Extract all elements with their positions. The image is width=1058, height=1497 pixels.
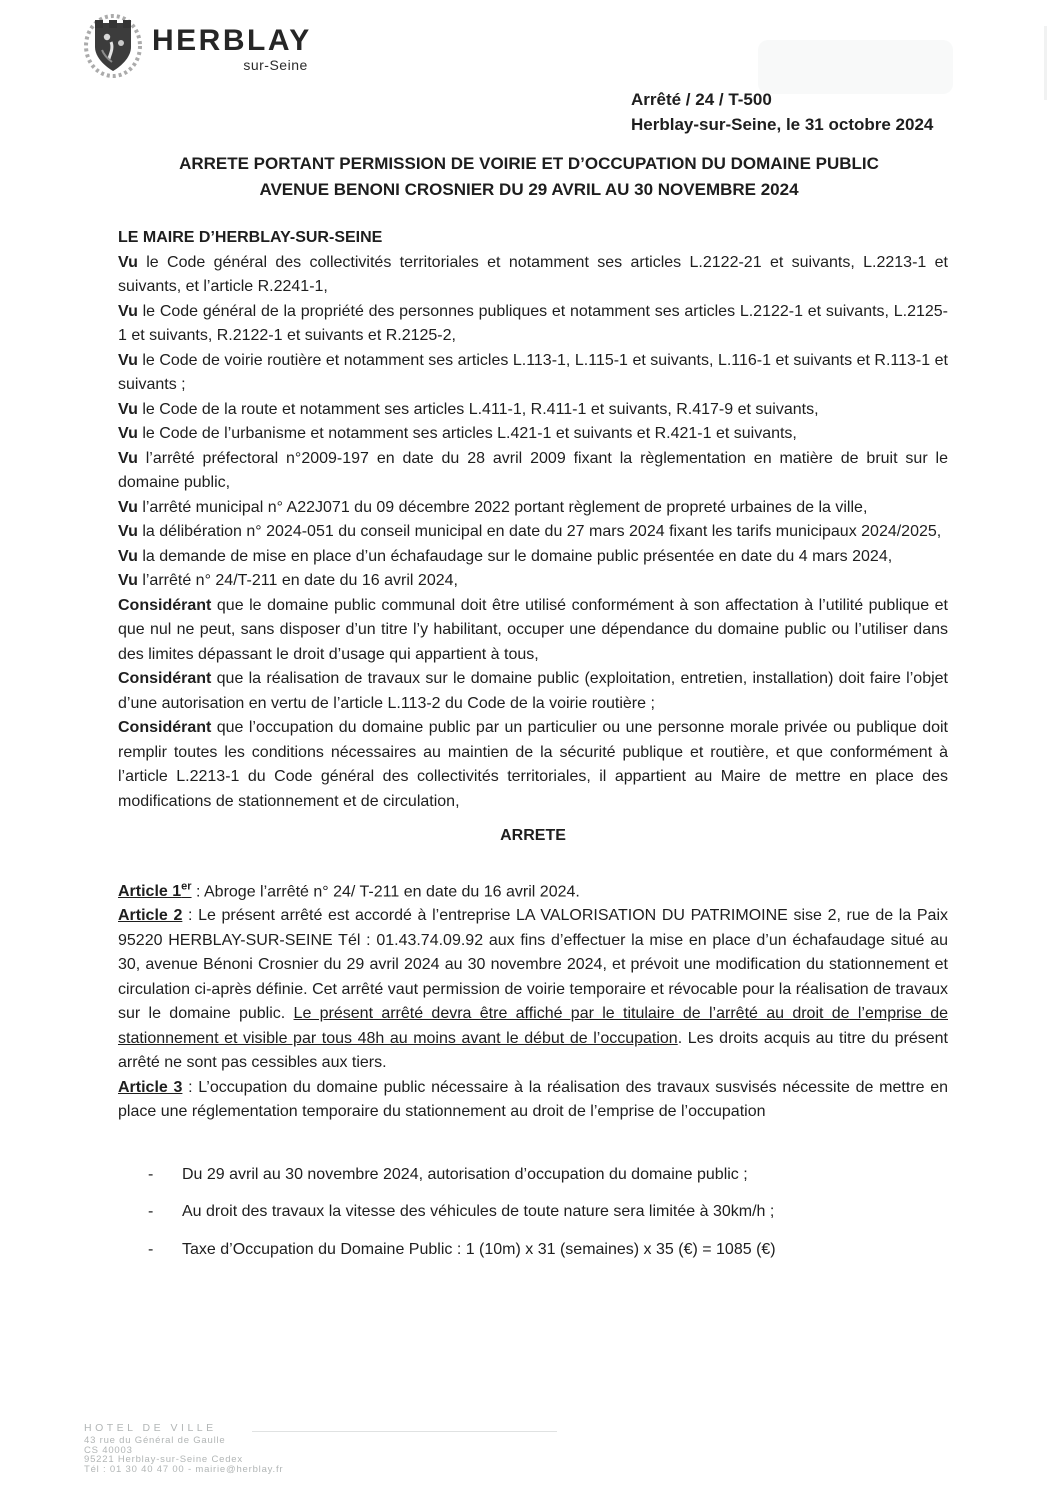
arrete-number: Arrêté / 24 / T-500 (631, 90, 772, 109)
article-2 (118, 904, 948, 1076)
bullet-item-vitesse (148, 1200, 948, 1225)
bullet-item-occupation (148, 1163, 948, 1188)
recital-text: la demande de mise en place d’un échafaudage sur le domaine public présentée en date du 4 mars 2024, (142, 547, 893, 565)
recital-considerant-1 (118, 594, 948, 668)
logo-city-name: HERBLAY (152, 24, 312, 57)
article-1-label: Article 1er (118, 880, 192, 900)
arrete-reference-block (631, 87, 933, 137)
recital-vu-1 (118, 251, 948, 300)
recital-lead: Vu (118, 253, 138, 271)
scan-edge-artifact (1044, 26, 1047, 100)
recital-lead: Considérant (118, 596, 212, 614)
recital-lead: Vu (118, 498, 138, 516)
document-title-line2: AVENUE BENONI CROSNIER DU 29 AVRIL AU 30 NOVEMBRE 2024 (259, 180, 799, 199)
recital-lead: Considérant (118, 719, 212, 736)
article-2-label: Article 2 (118, 907, 183, 925)
recital-text: que le domaine public communal doit être utilisé conformément à son affectation à l’utilité publique et que nul ne peut, sans disposer d’un titre l’y habilitant, occuper une dépendance du domaine public ou l’utiliser dans des limites dépassant le droit d’usage qui appartient à tous, (118, 596, 948, 663)
footer-hotel-de-ville: HOTEL DE VILLE (84, 1422, 217, 1434)
recital-lead: Vu (118, 302, 138, 320)
logo-text (152, 26, 312, 73)
recital-text: que la réalisation de travaux sur le domaine public (exploitation, entretien, installation) doit faire l’objet d’une autorisation en vertu de l’article L.113-2 du Code de la voirie routière ; (118, 670, 948, 712)
recital-lead: Vu (118, 523, 138, 540)
recital-vu-8 (118, 520, 948, 545)
coat-of-arms-icon (84, 14, 142, 78)
recital-vu-4 (118, 398, 948, 423)
article-1-text: : Abroge l’arrêté n° 24/ T-211 en date du 16 avril 2024. (191, 882, 580, 900)
recital-lead: Vu (118, 547, 138, 565)
article-1-sup: er (181, 880, 192, 893)
bullet-item-taxe (148, 1238, 948, 1263)
dash-bullet-icon: - (148, 1203, 154, 1221)
footer-cs: CS 40003 (84, 1444, 133, 1456)
recital-text: la délibération n° 2024-051 du conseil municipal en date du 27 mars 2024 fixant les tarifs municipaux 2024/2025, (142, 523, 942, 540)
bullet-text: Taxe d’Occupation du Domaine Public : 1 (10m) x 31 (semaines) x 35 (€) = 1085 (€) (182, 1240, 776, 1258)
article-3-text: : L’occupation du domaine public nécessaire à la réalisation des travaux susvisés nécessite de mettre en place une réglementation temporaire du stationnement au droit de l’emprise de l’occupation (118, 1078, 949, 1121)
bullet-text: Du 29 avril au 30 novembre 2024, autorisation d’occupation du domaine public ; (182, 1165, 748, 1183)
bullet-text: Au droit des travaux la vitesse des véhicules de toute nature sera limitée à 30km/h ; (182, 1203, 775, 1221)
article-2-text-end: . Les droits acquis au titre du présent arrêté ne sont pas cessibles aux tiers. (118, 1029, 949, 1072)
document-title (114, 151, 944, 203)
recital-vu-6 (118, 447, 948, 496)
footer-rule (252, 1431, 557, 1432)
recital-text: le Code de la route et notamment ses articles L.411-1, R.411-1 et suivants, R.417-9 et suivants, (142, 400, 819, 418)
recital-text: que l’occupation du domaine public par un particulier ou une personne morale privée ou publique doit remplir toutes les conditions nécessaires au maintien de la sécurité publique et routière, et que conformément à l’article L.2213-1 du Code général des collectivités territoriales, il appartient au Maire de mettre en place des modifications de stationnement et de circulation, (118, 719, 948, 810)
articles-section (118, 875, 948, 1125)
recital-vu-3 (118, 349, 948, 398)
recital-text: l’arrêté municipal n° A22J071 du 09 décembre 2022 portant règlement de propreté urbaines de la ville, (142, 498, 868, 516)
recital-lead: Vu (118, 351, 138, 369)
city-logo (84, 14, 312, 78)
footer-city: 95221 Herblay-sur-Seine Cedex (84, 1454, 243, 1466)
mayor-heading: LE MAIRE D’HERBLAY-SUR-SEINE (118, 229, 383, 246)
document-body (118, 226, 948, 1275)
recital-lead: Vu (118, 449, 138, 467)
recital-vu-7 (118, 496, 948, 521)
arrete-heading: ARRETE (500, 827, 566, 844)
footer-address-block (84, 1424, 283, 1475)
recital-lead: Vu (118, 400, 138, 418)
article-2-underlined-text: Le présent arrêté devra être affiché par le titulaire de l’arrêté au droit de l’emprise de stationnement et visible par tous 48h au moins avant le début de l’occupation (118, 1005, 948, 1047)
dash-bullet-icon: - (148, 1165, 154, 1183)
recital-text: le Code général des collectivités territoriales et notamment ses articles L.2122-21 et suivants, L.2213-1 et suivants, et l’article R.2241-1, (118, 253, 948, 295)
dash-bullet-icon: - (148, 1240, 154, 1258)
article-2-text: : Le présent arrêté est accordé à l’entreprise LA VALORISATION DU PATRIMOINE sise 2, rue de la Paix 95220 HERBLAY-SUR-SEINE Tél : 01.43.74.09.92 aux fins d’effectuer la mise en place d’un échafaudage situé au 30, avenue Bénoni Crosnier du 29 avril 2024 au 30 novembre 2024, et prévoit une modification du stationnement et circulation ci-après définie. Cet arrêté vaut permission de voirie temporaire et révocable pour la réalisation de travaux sur le domaine public. (118, 907, 948, 1023)
article-3 (118, 1076, 948, 1125)
scan-smudge (758, 40, 953, 94)
article-1 (118, 875, 948, 905)
recital-text: l’arrêté préfectoral n°2009-197 en date du 28 avril 2009 fixant la règlementation en matière de bruit sur le domaine public, (118, 449, 948, 491)
article-3-label: Article 3 (118, 1078, 183, 1096)
recital-text: le Code général de la propriété des personnes publiques et notamment ses articles L.2122-1 et suivants, L.2125-1 et suivants, R.2122-1 et suivants et R.2125-2, (118, 302, 948, 344)
recital-considerant-3 (118, 716, 948, 814)
recital-considerant-2 (118, 667, 948, 716)
bullet-list (118, 1163, 948, 1263)
recital-lead: Vu (118, 572, 138, 589)
recital-vu-5 (118, 422, 948, 447)
recital-text: le Code de l’urbanisme et notamment ses articles L.421-1 et suivants et R.421-1 et suivants, (142, 425, 797, 442)
recital-text: l’arrêté n° 24/T-211 en date du 16 avril 2024, (142, 572, 458, 589)
recital-text: le Code de voirie routière et notamment ses articles L.113-1, L.115-1 et suivants, L.116-1 et suivants et R.113-1 et suivants ; (118, 351, 948, 393)
logo-city-subtitle: sur-Seine (243, 57, 308, 73)
recital-lead: Considérant (118, 670, 212, 687)
footer-street: 43 rue du Général de Gaulle (84, 1434, 226, 1446)
footer-contact: Tél : 01 30 40 47 00 - mairie@herblay.fr (84, 1464, 284, 1476)
recital-vu-10 (118, 569, 948, 594)
document-title-line1: ARRETE PORTANT PERMISSION DE VOIRIE ET D’OCCUPATION DU DOMAINE PUBLIC (179, 154, 879, 173)
recital-vu-2 (118, 300, 948, 349)
recital-lead: Vu (118, 425, 138, 442)
arrete-place-date: Herblay-sur-Seine, le 31 octobre 2024 (631, 115, 934, 134)
recital-vu-9 (118, 545, 948, 570)
